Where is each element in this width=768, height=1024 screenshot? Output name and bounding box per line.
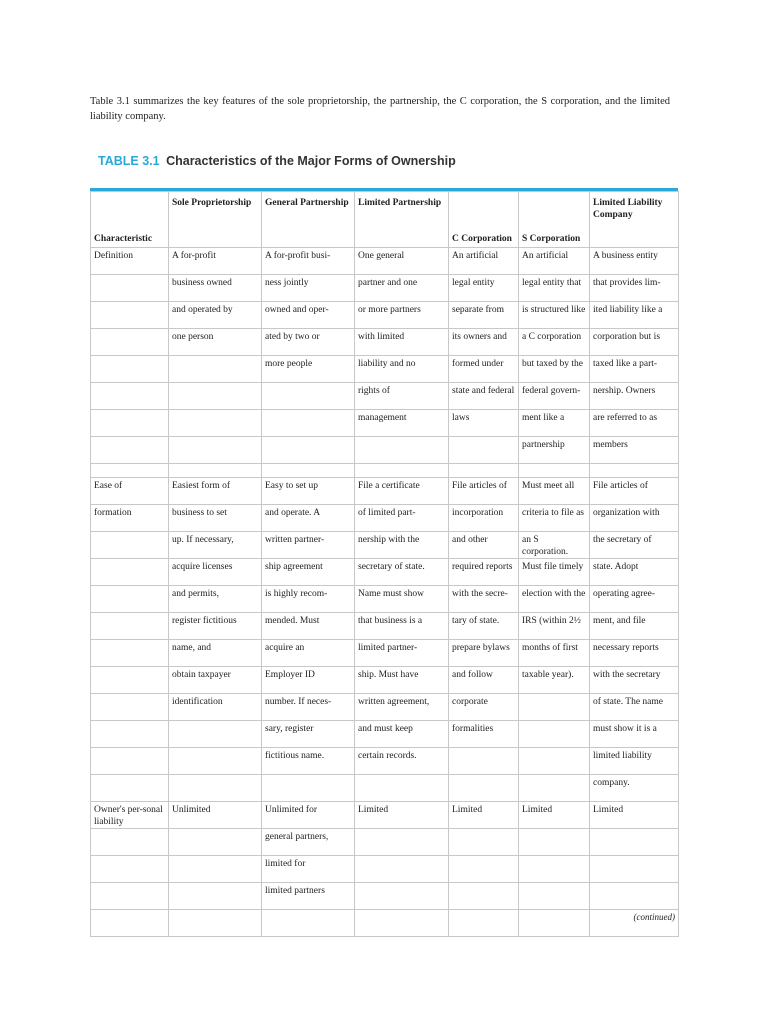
table-cell [519, 856, 590, 883]
table-row [91, 829, 679, 856]
table-cell: File a certificate [355, 478, 449, 505]
table-cell [262, 910, 355, 937]
table-cell: and follow [449, 667, 519, 694]
header-cell: Limited Liability Company [590, 192, 679, 248]
table-cell: with the secre- [449, 586, 519, 613]
table-cell: number. If neces- [262, 694, 355, 721]
table-cell: Limited [355, 802, 449, 829]
table-cell: IRS (within 2½ [519, 613, 590, 640]
table-cell [169, 775, 262, 802]
table-cell [355, 464, 449, 478]
table-row [91, 883, 679, 910]
table-cell: An artificial [519, 248, 590, 275]
table-cell: File articles of [590, 478, 679, 505]
row-label-cell [91, 775, 169, 802]
table-row [91, 302, 679, 329]
table-row [91, 721, 679, 748]
table-cell: months of first [519, 640, 590, 667]
table-cell: the secretary of [590, 532, 679, 559]
table-cell: liability and no [355, 356, 449, 383]
table-cell: and operated by [169, 302, 262, 329]
row-label-cell: formation [91, 505, 169, 532]
table-cell [262, 464, 355, 478]
table-cell [262, 410, 355, 437]
table-cell: business owned [169, 275, 262, 302]
table-row [91, 383, 679, 410]
row-label-cell: Owner's per-sonal liability [91, 802, 169, 829]
row-label-cell [91, 856, 169, 883]
table-cell: of state. The name [590, 694, 679, 721]
table-cell [355, 829, 449, 856]
header-row [91, 192, 679, 248]
table-cell: mended. Must [262, 613, 355, 640]
table-cell: certain records. [355, 748, 449, 775]
row-label-cell [91, 532, 169, 559]
table-cell [262, 437, 355, 464]
table-cell: Employer ID [262, 667, 355, 694]
table-cell [449, 464, 519, 478]
table-cell [169, 464, 262, 478]
header-cell: Sole Proprietorship [169, 192, 262, 248]
table-cell [449, 775, 519, 802]
table-cell: One general [355, 248, 449, 275]
table-cell: and operate. A [262, 505, 355, 532]
table-cell: Must file timely [519, 559, 590, 586]
table-cell: obtain taxpayer [169, 667, 262, 694]
header-cell: C Corporation [449, 192, 519, 248]
row-label-cell [91, 748, 169, 775]
table-cell: acquire licenses [169, 559, 262, 586]
header-cell: Characteristic [91, 192, 169, 248]
table-row [91, 856, 679, 883]
table-cell [590, 883, 679, 910]
table-cell: an S corporation. [519, 532, 590, 559]
table-body [91, 248, 679, 910]
table-cell [169, 883, 262, 910]
table-cell [449, 437, 519, 464]
table-cell: Limited [519, 802, 590, 829]
table-row [91, 694, 679, 721]
table-cell: ness jointly [262, 275, 355, 302]
table-cell: nership with the [355, 532, 449, 559]
row-label-cell [91, 667, 169, 694]
row-label-cell [91, 410, 169, 437]
table-cell: general partners, [262, 829, 355, 856]
table-row [91, 775, 679, 802]
table-cell [169, 383, 262, 410]
table-cell [590, 464, 679, 478]
table-cell: ment, and file [590, 613, 679, 640]
table-row [91, 532, 679, 559]
table-row [91, 640, 679, 667]
table-cell [519, 883, 590, 910]
table-cell [449, 829, 519, 856]
table-row [91, 464, 679, 478]
table-cell: partnership [519, 437, 590, 464]
table-cell: laws [449, 410, 519, 437]
table-cell: ment like a [519, 410, 590, 437]
ownership-table [90, 191, 679, 937]
table-cell: state and federal [449, 383, 519, 410]
row-label-cell: Definition [91, 248, 169, 275]
table-cell: identification [169, 694, 262, 721]
table-row [91, 410, 679, 437]
table-cell [91, 910, 169, 937]
table-cell: secretary of state. [355, 559, 449, 586]
table-cell: management [355, 410, 449, 437]
table-cell [590, 856, 679, 883]
table-cell: members [590, 437, 679, 464]
table-cell [355, 856, 449, 883]
table-cell: one person [169, 329, 262, 356]
table-cell: Limited [449, 802, 519, 829]
table-cell [519, 910, 590, 937]
row-label-cell: Ease of [91, 478, 169, 505]
table-cell: necessary reports [590, 640, 679, 667]
table-cell [519, 775, 590, 802]
table-cell: owned and oper- [262, 302, 355, 329]
table-row [91, 559, 679, 586]
table-cell: that provides lim- [590, 275, 679, 302]
row-label-cell [91, 464, 169, 478]
table-row [91, 275, 679, 302]
table-cell: register fictitious [169, 613, 262, 640]
table-title-text: Characteristics of the Major Forms of Ownership [166, 154, 456, 168]
header-cell: General Partnership [262, 192, 355, 248]
table-cell: with the secretary [590, 667, 679, 694]
table-cell [262, 775, 355, 802]
table-cell: of limited part- [355, 505, 449, 532]
table-row [91, 505, 679, 532]
row-label-cell [91, 694, 169, 721]
row-label-cell [91, 383, 169, 410]
table-cell: are referred to as [590, 410, 679, 437]
table-row [91, 613, 679, 640]
table-cell: its owners and [449, 329, 519, 356]
table-cell [355, 437, 449, 464]
row-label-cell [91, 640, 169, 667]
table-cell: required reports [449, 559, 519, 586]
table-cell: limited partner- [355, 640, 449, 667]
table-cell: ship agreement [262, 559, 355, 586]
ownership-table-container [90, 188, 679, 937]
table-cell: and permits, [169, 586, 262, 613]
table-cell: is highly recom- [262, 586, 355, 613]
table-cell: ited liability like a [590, 302, 679, 329]
table-cell: more people [262, 356, 355, 383]
table-cell: corporate [449, 694, 519, 721]
table-cell: criteria to file as [519, 505, 590, 532]
table-cell: must show it is a [590, 721, 679, 748]
intro-paragraph: Table 3.1 summarizes the key features of the sole proprietorship, the partnership, the C corporation, the S corporation, and the limited liability company. [90, 96, 670, 122]
row-label-cell [91, 302, 169, 329]
table-cell: but taxed by the [519, 356, 590, 383]
continued-row [91, 910, 679, 937]
table-cell: Limited [590, 802, 679, 829]
table-cell [449, 856, 519, 883]
row-label-cell [91, 356, 169, 383]
row-label-cell [91, 559, 169, 586]
table-row [91, 329, 679, 356]
header-cell: S Corporation [519, 192, 590, 248]
table-cell: formed under [449, 356, 519, 383]
table-cell: partner and one [355, 275, 449, 302]
table-cell: incorporation [449, 505, 519, 532]
row-label-cell [91, 613, 169, 640]
table-cell [519, 748, 590, 775]
table-row [91, 356, 679, 383]
table-cell: Easy to set up [262, 478, 355, 505]
table-number: TABLE 3.1 [98, 154, 160, 168]
table-cell: limited for [262, 856, 355, 883]
table-cell: tary of state. [449, 613, 519, 640]
table-cell: separate from [449, 302, 519, 329]
table-cell: limited partners [262, 883, 355, 910]
table-cell: prepare bylaws [449, 640, 519, 667]
table-cell: and other [449, 532, 519, 559]
row-label-cell [91, 586, 169, 613]
table-cell: A for-profit busi- [262, 248, 355, 275]
table-cell: or more partners [355, 302, 449, 329]
table-cell: operating agree- [590, 586, 679, 613]
table-cell: corporation but is [590, 329, 679, 356]
table-cell: business to set [169, 505, 262, 532]
table-cell [169, 910, 262, 937]
table-cell [355, 883, 449, 910]
table-row [91, 248, 679, 275]
table-cell: state. Adopt [590, 559, 679, 586]
table-cell: fictitious name. [262, 748, 355, 775]
table-cell: name, and [169, 640, 262, 667]
table-cell [590, 829, 679, 856]
table-cell: Name must show [355, 586, 449, 613]
table-cell: A for-profit [169, 248, 262, 275]
table-cell [169, 721, 262, 748]
table-cell: Easiest form of [169, 478, 262, 505]
table-cell [519, 694, 590, 721]
table-cell: that business is a [355, 613, 449, 640]
table-cell: formalities [449, 721, 519, 748]
table-cell [262, 383, 355, 410]
table-cell [169, 437, 262, 464]
table-cell: Must meet all [519, 478, 590, 505]
table-cell: written partner- [262, 532, 355, 559]
table-cell [449, 748, 519, 775]
table-cell: a C corporation [519, 329, 590, 356]
row-label-cell [91, 721, 169, 748]
table-cell: with limited [355, 329, 449, 356]
table-cell [519, 721, 590, 748]
table-row [91, 437, 679, 464]
row-label-cell [91, 437, 169, 464]
table-cell: nership. Owners [590, 383, 679, 410]
table-cell: File articles of [449, 478, 519, 505]
table-cell [519, 464, 590, 478]
table-cell: A business entity [590, 248, 679, 275]
table-cell [449, 910, 519, 937]
table-row [91, 802, 679, 829]
table-cell: election with the [519, 586, 590, 613]
table-cell [519, 829, 590, 856]
table-cell: acquire an [262, 640, 355, 667]
table-cell [169, 856, 262, 883]
table-cell: An artificial [449, 248, 519, 275]
table-cell [355, 775, 449, 802]
table-cell [169, 829, 262, 856]
table-cell [169, 410, 262, 437]
table-cell: taxable year). [519, 667, 590, 694]
row-label-cell [91, 829, 169, 856]
table-cell: legal entity that [519, 275, 590, 302]
table-row [91, 748, 679, 775]
row-label-cell [91, 275, 169, 302]
table-cell: taxed like a part- [590, 356, 679, 383]
header-cell: Limited Partnership [355, 192, 449, 248]
table-cell: ship. Must have [355, 667, 449, 694]
table-row [91, 667, 679, 694]
table-cell: is structured like [519, 302, 590, 329]
table-cell [355, 910, 449, 937]
table-cell: limited liability [590, 748, 679, 775]
table-cell [169, 356, 262, 383]
table-title [98, 154, 456, 168]
table-cell: Unlimited for [262, 802, 355, 829]
row-label-cell [91, 329, 169, 356]
table-cell: written agreement, [355, 694, 449, 721]
table-cell: organization with [590, 505, 679, 532]
continued-note: (continued) [590, 910, 679, 937]
table-cell: ated by two or [262, 329, 355, 356]
table-cell: sary, register [262, 721, 355, 748]
row-label-cell [91, 883, 169, 910]
table-cell: federal govern- [519, 383, 590, 410]
table-row [91, 478, 679, 505]
table-cell: up. If necessary, [169, 532, 262, 559]
table-cell: legal entity [449, 275, 519, 302]
table-cell: rights of [355, 383, 449, 410]
table-cell: company. [590, 775, 679, 802]
table-cell: Unlimited [169, 802, 262, 829]
table-cell: and must keep [355, 721, 449, 748]
table-cell [169, 748, 262, 775]
table-cell [449, 883, 519, 910]
table-row [91, 586, 679, 613]
